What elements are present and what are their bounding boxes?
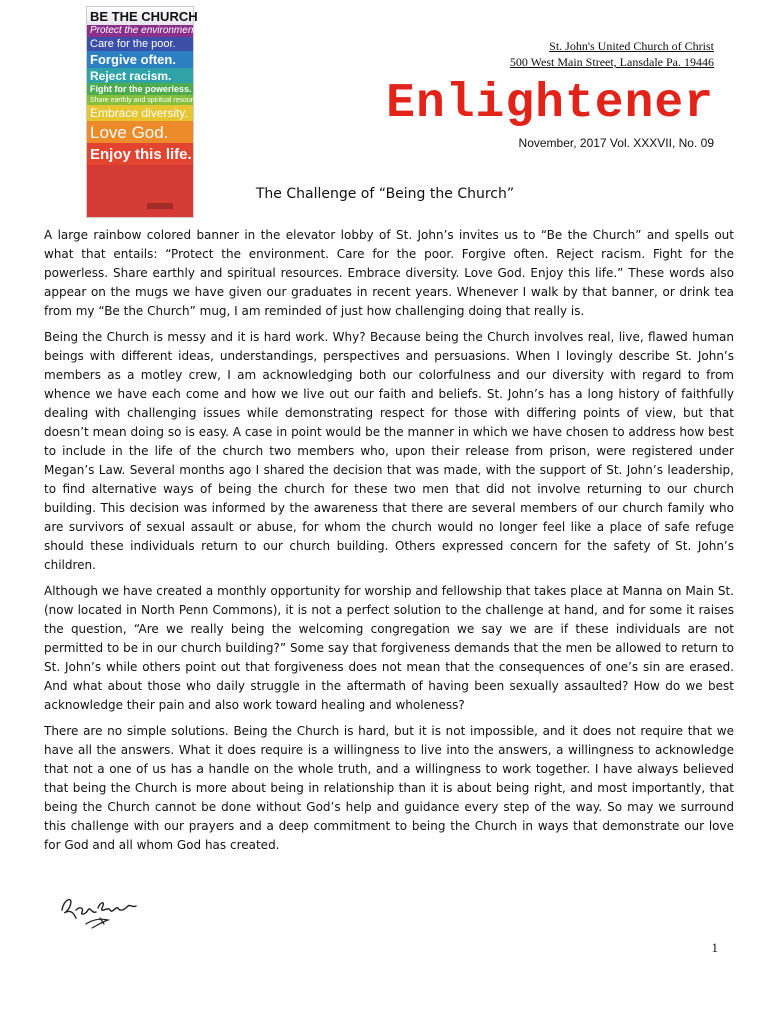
church-address-block	[510, 38, 714, 70]
banner-line: Enjoy this life.	[87, 143, 193, 165]
article-paragraph: A large rainbow colored banner in the elevator lobby of St. John’s invites us to “Be the Church” and spells out what that entails: “Protect the environment. Care for the poor. Forgive often. Reject racism. Fight for the powerless. Share earthly and spiritual resources. Embrace diversity. Love God. Enjoy this life.” These words also appear on the mugs we have given our graduates in recent years. Whenever I walk by that banner, or drink tea from my “Be the Church” mug, I am reminded of just how challenging doing that really is.	[44, 228, 734, 318]
church-address: 500 West Main Street, Lansdale Pa. 19446	[509, 55, 714, 69]
banner-line: Share earthly and spiritual resources.	[87, 95, 193, 105]
article-paragraph: There are no simple solutions. Being the Church is hard, but it is not impossible, and it does not require that we have all the answers. What it does require is a willingness to live into the answers, a willingness to acknowledge that not a one of us has a handle on the whole truth, and a willingness to work together. I have always believed that being the Church is more about being in relationship than it is about being right, and most importantly, that being the Church cannot be done without God’s help and guidance every step of the way. So may we surround this challenge with our prayers and a deep commitment to being the Church in ways that demonstrate our love for God and all whom God has created.	[44, 724, 734, 852]
banner-line: BE THE CHURCH	[87, 7, 193, 25]
page-number: 1	[711, 940, 718, 955]
article-title: The Challenge of “Being the Church”	[255, 186, 515, 202]
article-paragraph: Although we have created a monthly opportunity for worship and fellowship that takes place at Manna on Main St. (now located in North Penn Commons), it is not a perfect solution to the challenge at hand, and for some it raises the question, “Are we really being the welcoming congregation we say we are if these individuals are not permitted to be in our church building?” Some say that forgiveness demands that the men be allowed to return to St. John’s while others point out that forgiveness does not mean that the consequences of one’s sin are erased. And what about those who daily struggle in the aftermath of having been sexually assaulted? How do we best acknowledge their pain and also work toward healing and wholeness?	[44, 584, 734, 712]
banner-line: Love God.	[87, 121, 193, 143]
banner-line: Fight for the powerless.	[87, 83, 193, 95]
banner-line: Protect the environment.	[87, 25, 193, 37]
banner-line: Embrace diversity.	[87, 105, 193, 121]
issue-info: November, 2017 Vol. XXXVII, No. 09	[518, 136, 714, 150]
article-body	[44, 226, 734, 862]
newsletter-title: Enlightener	[386, 77, 714, 131]
signature	[56, 888, 146, 936]
church-name: St. John's United Church of Christ	[549, 39, 714, 53]
banner-stamp	[147, 203, 173, 209]
banner-line: Reject racism.	[87, 68, 193, 83]
banner-line: Forgive often.	[87, 51, 193, 68]
article-paragraph: Being the Church is messy and it is hard work. Why? Because being the Church involves real, live, flawed human beings with different ideas, understandings, perspectives and persuasions. When I lovingly describe St. John’s members as a motley crew, I am acknowledging both our colorfulness and our diversity with regard to from whence we have each come and how we live out our faith and beliefs. St. John’s has a long history of faithfully dealing with challenging issues while demonstrating respect for those with differing points of view, but that doesn’t mean doing so is easy. A case in point would be the manner in which we have chosen to address how best to include in the life of the church two members who, upon their release from prison, were registered under Megan’s Law. Several months ago I shared the decision that was made, with the support of St. John’s leadership, to find alternative ways of being the church for these two men that did not involve returning to our church building. This decision was informed by the awareness that there are several members of our church family who are survivors of sexual assault or abuse, for whom the church would no longer feel like a place of safe refuge should these individuals return to our church building. Others expressed concern for the safety of St. John’s children.	[44, 330, 734, 572]
banner-line: Care for the poor.	[87, 37, 193, 51]
